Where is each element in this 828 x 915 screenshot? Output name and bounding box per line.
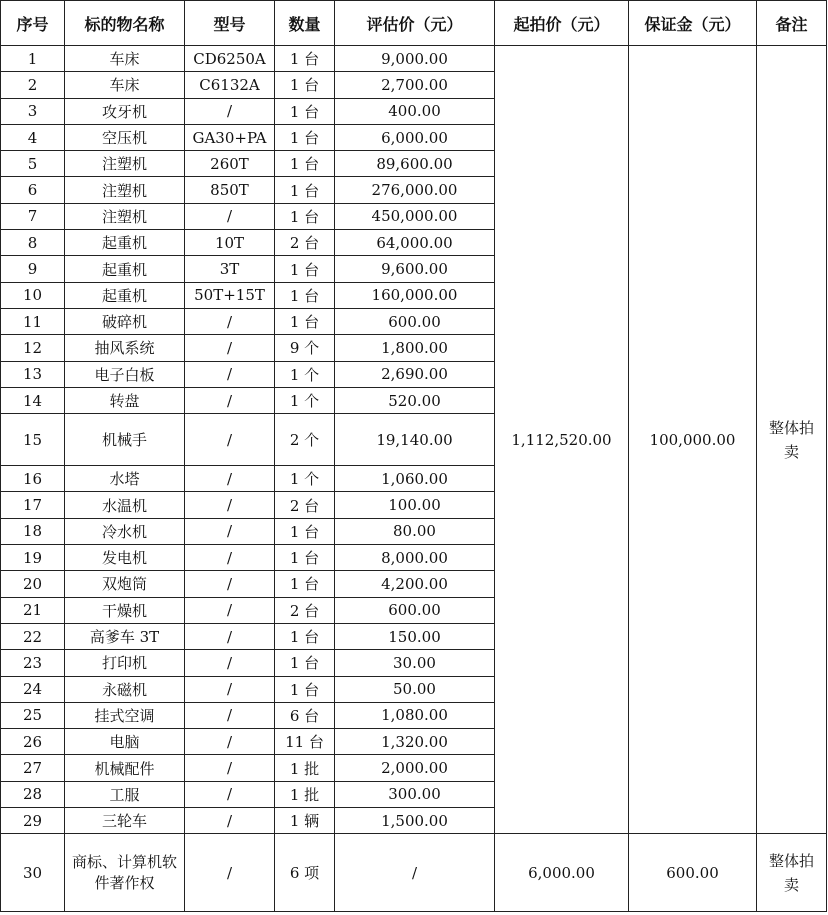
cell-appraised-value: 1,080.00 bbox=[335, 702, 495, 728]
cell-quantity: 1 台 bbox=[275, 623, 335, 649]
cell-item-name: 发电机 bbox=[65, 545, 185, 571]
cell-no: 16 bbox=[1, 466, 65, 492]
cell-no: 5 bbox=[1, 151, 65, 177]
cell-appraised-value: 2,000.00 bbox=[335, 755, 495, 781]
cell-item-name: 破碎机 bbox=[65, 308, 185, 334]
cell-model: / bbox=[185, 650, 275, 676]
cell-appraised-value: 1,320.00 bbox=[335, 729, 495, 755]
cell-model: / bbox=[185, 781, 275, 807]
cell-quantity: 1 批 bbox=[275, 781, 335, 807]
cell-appraised-value: 80.00 bbox=[335, 518, 495, 544]
cell-model: / bbox=[185, 387, 275, 413]
cell-item-name: 抽风系统 bbox=[65, 335, 185, 361]
cell-item-name: 起重机 bbox=[65, 256, 185, 282]
cell-quantity: 1 辆 bbox=[275, 808, 335, 834]
header-model: 型号 bbox=[185, 1, 275, 46]
cell-item-name: 永磁机 bbox=[65, 676, 185, 702]
cell-no: 22 bbox=[1, 623, 65, 649]
cell-item-name: 打印机 bbox=[65, 650, 185, 676]
cell-no: 29 bbox=[1, 808, 65, 834]
cell-quantity: 2 个 bbox=[275, 414, 335, 466]
cell-appraised-value: 19,140.00 bbox=[335, 414, 495, 466]
header-row bbox=[1, 1, 827, 46]
cell-item-name: 水塔 bbox=[65, 466, 185, 492]
cell-deposit-group: 100,000.00 bbox=[629, 46, 757, 834]
header-deposit: 保证金（元） bbox=[629, 1, 757, 46]
cell-start-price: 6,000.00 bbox=[495, 834, 629, 912]
cell-item-name: 起重机 bbox=[65, 230, 185, 256]
cell-model: / bbox=[185, 676, 275, 702]
cell-appraised-value: 100.00 bbox=[335, 492, 495, 518]
cell-appraised-value: 89,600.00 bbox=[335, 151, 495, 177]
cell-appraised-value: / bbox=[335, 834, 495, 912]
cell-item-name: 工服 bbox=[65, 781, 185, 807]
cell-no: 17 bbox=[1, 492, 65, 518]
cell-quantity: 1 台 bbox=[275, 650, 335, 676]
cell-quantity: 1 个 bbox=[275, 387, 335, 413]
cell-no: 6 bbox=[1, 177, 65, 203]
cell-appraised-value: 2,700.00 bbox=[335, 72, 495, 98]
cell-no: 28 bbox=[1, 781, 65, 807]
cell-appraised-value: 600.00 bbox=[335, 308, 495, 334]
cell-no: 12 bbox=[1, 335, 65, 361]
cell-no: 7 bbox=[1, 203, 65, 229]
cell-model: CD6250A bbox=[185, 46, 275, 72]
cell-remark: 整体拍卖 bbox=[757, 834, 827, 912]
cell-no: 18 bbox=[1, 518, 65, 544]
header-remark: 备注 bbox=[757, 1, 827, 46]
cell-item-name: 注塑机 bbox=[65, 177, 185, 203]
table-row bbox=[1, 834, 827, 912]
cell-appraised-value: 520.00 bbox=[335, 387, 495, 413]
cell-item-name: 三轮车 bbox=[65, 808, 185, 834]
cell-appraised-value: 1,800.00 bbox=[335, 335, 495, 361]
cell-quantity: 1 台 bbox=[275, 282, 335, 308]
header-no: 序号 bbox=[1, 1, 65, 46]
cell-quantity: 1 台 bbox=[275, 518, 335, 544]
cell-quantity: 1 台 bbox=[275, 571, 335, 597]
cell-appraised-value: 300.00 bbox=[335, 781, 495, 807]
cell-item-name: 挂式空调 bbox=[65, 702, 185, 728]
cell-appraised-value: 400.00 bbox=[335, 98, 495, 124]
header-start-price: 起拍价（元） bbox=[495, 1, 629, 46]
cell-no: 30 bbox=[1, 834, 65, 912]
cell-appraised-value: 30.00 bbox=[335, 650, 495, 676]
cell-no: 2 bbox=[1, 72, 65, 98]
cell-appraised-value: 160,000.00 bbox=[335, 282, 495, 308]
cell-quantity: 1 台 bbox=[275, 177, 335, 203]
cell-quantity: 1 台 bbox=[275, 151, 335, 177]
cell-model: 50T+15T bbox=[185, 282, 275, 308]
cell-model: GA30+PA bbox=[185, 124, 275, 150]
cell-appraised-value: 450,000.00 bbox=[335, 203, 495, 229]
header-quantity: 数量 bbox=[275, 1, 335, 46]
cell-no: 25 bbox=[1, 702, 65, 728]
cell-no: 9 bbox=[1, 256, 65, 282]
cell-model: / bbox=[185, 414, 275, 466]
cell-start-price-group: 1,112,520.00 bbox=[495, 46, 629, 834]
table-row bbox=[1, 46, 827, 72]
cell-no: 27 bbox=[1, 755, 65, 781]
cell-model: / bbox=[185, 98, 275, 124]
cell-quantity: 1 台 bbox=[275, 46, 335, 72]
cell-item-name: 车床 bbox=[65, 72, 185, 98]
cell-quantity: 2 台 bbox=[275, 492, 335, 518]
cell-quantity: 1 台 bbox=[275, 545, 335, 571]
cell-no: 1 bbox=[1, 46, 65, 72]
cell-deposit: 600.00 bbox=[629, 834, 757, 912]
cell-no: 26 bbox=[1, 729, 65, 755]
cell-item-name: 电子白板 bbox=[65, 361, 185, 387]
cell-quantity: 9 个 bbox=[275, 335, 335, 361]
cell-model: / bbox=[185, 492, 275, 518]
cell-appraised-value: 150.00 bbox=[335, 623, 495, 649]
cell-appraised-value: 64,000.00 bbox=[335, 230, 495, 256]
cell-no: 13 bbox=[1, 361, 65, 387]
cell-quantity: 1 台 bbox=[275, 256, 335, 282]
cell-model: / bbox=[185, 308, 275, 334]
cell-no: 8 bbox=[1, 230, 65, 256]
cell-item-name: 冷水机 bbox=[65, 518, 185, 544]
cell-model: / bbox=[185, 808, 275, 834]
cell-item-name: 水温机 bbox=[65, 492, 185, 518]
cell-item-name: 转盘 bbox=[65, 387, 185, 413]
cell-no: 24 bbox=[1, 676, 65, 702]
cell-item-name: 机械配件 bbox=[65, 755, 185, 781]
cell-quantity: 1 个 bbox=[275, 361, 335, 387]
cell-appraised-value: 9,600.00 bbox=[335, 256, 495, 282]
cell-quantity: 1 批 bbox=[275, 755, 335, 781]
cell-quantity: 1 台 bbox=[275, 72, 335, 98]
cell-model: / bbox=[185, 834, 275, 912]
cell-model: 3T bbox=[185, 256, 275, 282]
header-item-name: 标的物名称 bbox=[65, 1, 185, 46]
cell-no: 14 bbox=[1, 387, 65, 413]
cell-model: C6132A bbox=[185, 72, 275, 98]
cell-appraised-value: 276,000.00 bbox=[335, 177, 495, 203]
cell-quantity: 1 个 bbox=[275, 466, 335, 492]
cell-item-name: 攻牙机 bbox=[65, 98, 185, 124]
cell-no: 4 bbox=[1, 124, 65, 150]
cell-no: 10 bbox=[1, 282, 65, 308]
cell-item-name: 干燥机 bbox=[65, 597, 185, 623]
cell-quantity: 6 台 bbox=[275, 702, 335, 728]
cell-no: 20 bbox=[1, 571, 65, 597]
cell-model: / bbox=[185, 466, 275, 492]
cell-no: 19 bbox=[1, 545, 65, 571]
cell-appraised-value: 1,060.00 bbox=[335, 466, 495, 492]
header-appraised-value: 评估价（元） bbox=[335, 1, 495, 46]
cell-appraised-value: 8,000.00 bbox=[335, 545, 495, 571]
cell-quantity: 11 台 bbox=[275, 729, 335, 755]
cell-model: / bbox=[185, 545, 275, 571]
cell-remark-group: 整体拍卖 bbox=[757, 46, 827, 834]
cell-quantity: 1 台 bbox=[275, 98, 335, 124]
cell-appraised-value: 9,000.00 bbox=[335, 46, 495, 72]
cell-appraised-value: 50.00 bbox=[335, 676, 495, 702]
cell-appraised-value: 6,000.00 bbox=[335, 124, 495, 150]
cell-quantity: 6 项 bbox=[275, 834, 335, 912]
cell-model: 10T bbox=[185, 230, 275, 256]
cell-item-name: 注塑机 bbox=[65, 203, 185, 229]
cell-model: / bbox=[185, 518, 275, 544]
cell-item-name: 空压机 bbox=[65, 124, 185, 150]
cell-quantity: 1 台 bbox=[275, 308, 335, 334]
cell-item-name: 双炮筒 bbox=[65, 571, 185, 597]
cell-model: / bbox=[185, 623, 275, 649]
cell-model: 260T bbox=[185, 151, 275, 177]
cell-appraised-value: 600.00 bbox=[335, 597, 495, 623]
cell-model: / bbox=[185, 361, 275, 387]
cell-model: / bbox=[185, 702, 275, 728]
cell-appraised-value: 1,500.00 bbox=[335, 808, 495, 834]
cell-model: / bbox=[185, 203, 275, 229]
cell-no: 21 bbox=[1, 597, 65, 623]
cell-item-name: 注塑机 bbox=[65, 151, 185, 177]
cell-quantity: 1 台 bbox=[275, 203, 335, 229]
cell-model: / bbox=[185, 729, 275, 755]
cell-item-name: 高爹车 3T bbox=[65, 623, 185, 649]
cell-item-name: 机械手 bbox=[65, 414, 185, 466]
cell-quantity: 2 台 bbox=[275, 230, 335, 256]
cell-item-name: 商标、计算机软件著作权 bbox=[65, 834, 185, 912]
cell-model: / bbox=[185, 597, 275, 623]
cell-item-name: 车床 bbox=[65, 46, 185, 72]
cell-item-name: 起重机 bbox=[65, 282, 185, 308]
cell-quantity: 2 台 bbox=[275, 597, 335, 623]
cell-quantity: 1 台 bbox=[275, 124, 335, 150]
cell-model: / bbox=[185, 571, 275, 597]
cell-no: 15 bbox=[1, 414, 65, 466]
cell-model: / bbox=[185, 335, 275, 361]
cell-no: 23 bbox=[1, 650, 65, 676]
cell-no: 3 bbox=[1, 98, 65, 124]
cell-model: 850T bbox=[185, 177, 275, 203]
cell-model: / bbox=[185, 755, 275, 781]
cell-no: 11 bbox=[1, 308, 65, 334]
cell-appraised-value: 4,200.00 bbox=[335, 571, 495, 597]
cell-appraised-value: 2,690.00 bbox=[335, 361, 495, 387]
cell-item-name: 电脑 bbox=[65, 729, 185, 755]
cell-quantity: 1 台 bbox=[275, 676, 335, 702]
